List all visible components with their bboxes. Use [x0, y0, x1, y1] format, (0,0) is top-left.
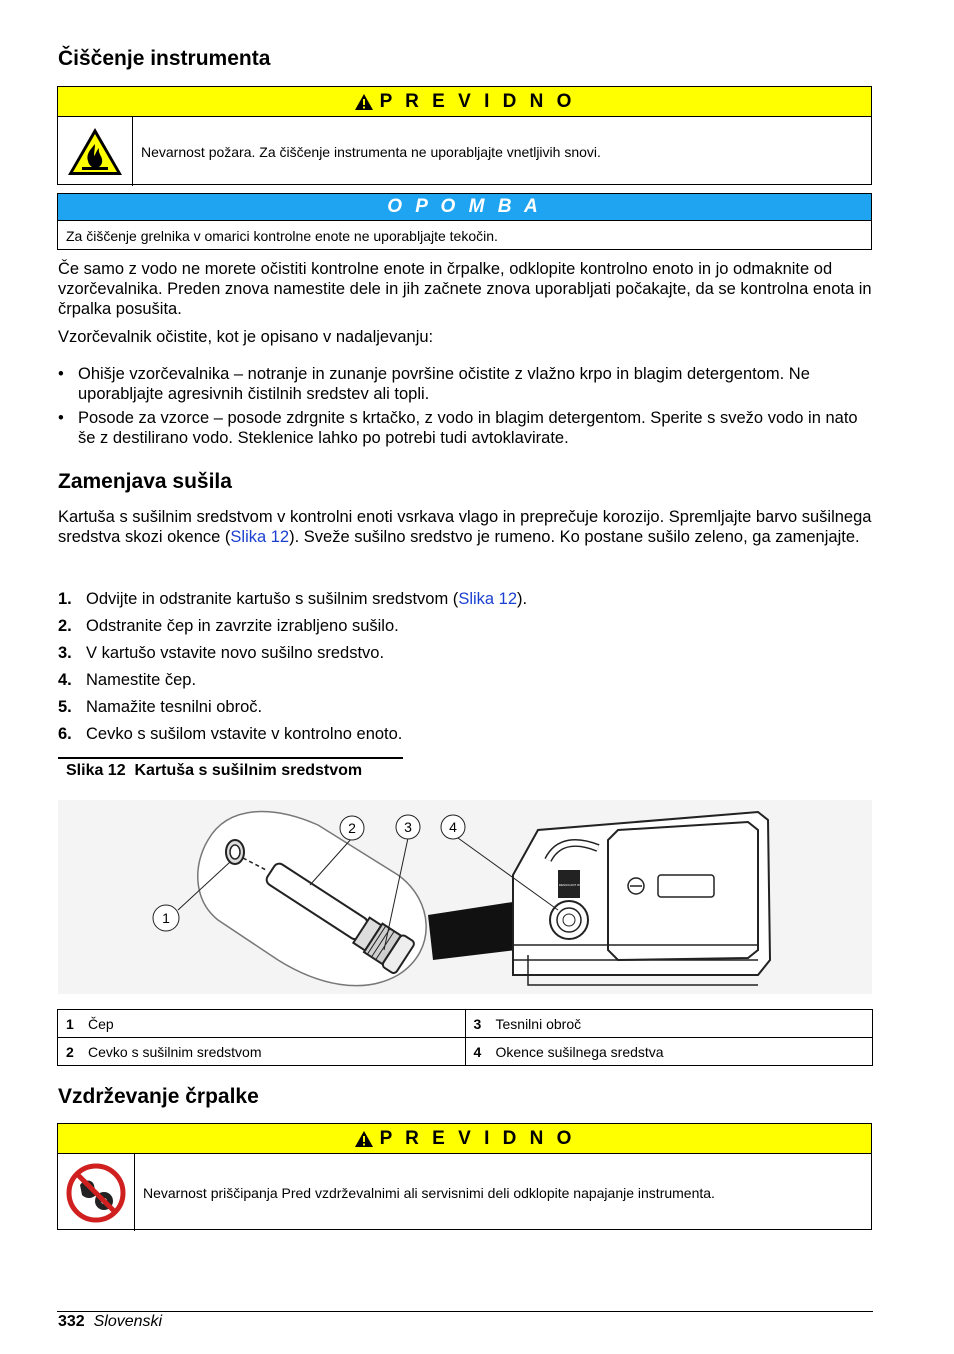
fire-hazard-icon-cell: [58, 117, 133, 186]
caution-box-fire: [57, 86, 872, 185]
list-item: 6. Cevko s sušilom vstavite v kontrolno enoto.: [58, 725, 403, 743]
table-row: 1 Čep 3 Tesnilni obroč: [58, 1010, 873, 1038]
callout-1: [153, 905, 179, 931]
fire-hazard-icon: [66, 126, 124, 178]
desiccant-label: REPLACE DESICCANT WHEN PINK: [544, 883, 594, 887]
caution-box-pinch: [57, 1123, 872, 1230]
note-header-text: O P O M B A: [387, 196, 542, 217]
svg-text:1: 1: [162, 910, 170, 926]
callout-3: [396, 815, 420, 839]
note-message: Za čiščenje grelnika v omarici kontrolne enote ne uporabljajte tekočin.: [66, 227, 498, 244]
pinch-hazard-icon-cell: [58, 1154, 135, 1231]
desiccant-intro: Kartuša s sušilnim sredstvom v kontrolni enoti vsrkava vlago in preprečuje korozijo. Spremljajte barvo sušilnega sredstva skozi okence (Slika 12). Sveže sušilno sredstvo je rumeno. Ko postane sušilo zeleno, ga zamenjajte.: [58, 508, 872, 546]
list-item: 1. Odvijte in odstranite kartušo s sušilnim sredstvom (Slika 12).: [58, 590, 528, 608]
footer-language: Slovenski: [93, 1313, 163, 1330]
caution-header: [58, 87, 871, 117]
svg-text:2: 2: [348, 820, 356, 836]
figure-link[interactable]: Slika 12: [230, 528, 290, 546]
callout-4: [441, 815, 465, 839]
figure-legend-table: [57, 1009, 873, 1066]
caution-header-text: P R E V I D N O: [379, 1127, 576, 1149]
control-unit: [513, 812, 770, 985]
warning-triangle-icon: [354, 93, 374, 111]
page-footer: [58, 1313, 162, 1331]
table-row: 2 Cevko s sušilnim sredstvom 4 Okence sušilnega sredstva: [58, 1038, 873, 1066]
cleaning-paragraph-1: Če samo z vodo ne morete očistiti kontrolne enote in črpalke, odklopite kontrolno enoto in jo odmaknite od vzorčevalnika. Preden znova namestite dele in jih začnete znova uporabljati počakajte, da se kontrolna enota in črpalka posušita.: [58, 260, 872, 318]
pinch-hazard-icon: [66, 1163, 126, 1223]
section-title-pump: Vzdrževanje črpalke: [58, 1085, 259, 1108]
svg-text:3: 3: [404, 819, 412, 835]
list-item: 4. Namestite čep.: [58, 671, 197, 689]
desiccant-figure: [58, 800, 872, 994]
caution-message: Nevarnost požara. Za čiščenje instrumenta ne uporabljajte vnetljivih snovi.: [141, 143, 601, 160]
figure-caption: Slika 12 Kartuša s sušilnim sredstvom: [66, 762, 363, 779]
list-item: 2. Odstranite čep in zavrzite izrabljeno sušilo.: [58, 617, 399, 635]
list-item: • Posode za vzorce – posode zdrgnite s krtačko, z vodo in blagim detergentom. Sperite s svežo vodo in nato še z destilirano vodo. Steklenice lahko po potrebi tudi avtoklavirate.: [58, 409, 858, 447]
list-item: 3. V kartušo vstavite novo sušilno sredstvo.: [58, 644, 385, 662]
desiccant-steps: [58, 589, 527, 751]
cleaning-bullet-list: [58, 364, 874, 452]
section-title-desiccant: Zamenjava sušila: [58, 470, 232, 493]
note-header: [58, 194, 871, 221]
note-box: [57, 193, 872, 250]
cleaning-paragraph-2: Vzorčevalnik očistite, kot je opisano v nadaljevanju:: [58, 328, 434, 346]
page-number: 332: [58, 1313, 85, 1330]
section-title-cleaning: Čiščenje instrumenta: [58, 47, 271, 70]
footer-rule: [57, 1311, 873, 1312]
figure-link[interactable]: Slika 12: [458, 590, 518, 608]
caution-header-text: P R E V I D N O: [379, 90, 576, 112]
list-item: 5. Namažite tesnilni obroč.: [58, 698, 263, 716]
caution-message: Nevarnost priščipanja Pred vzdrževalnimi ali servisnimi deli odklopite napajanje instrumenta.: [143, 1184, 715, 1201]
callout-2: [340, 816, 364, 840]
caution-header: [58, 1124, 871, 1154]
svg-text:4: 4: [449, 819, 457, 835]
list-item: • Ohišje vzorčevalnika – notranje in zunanje površine očistite z vlažno krpo in blagim detergentom. Ne uporabljajte agresivnih čistilnih sredstev ali topli.: [58, 365, 810, 403]
figure-caption-rule: [58, 757, 403, 759]
warning-triangle-icon: [354, 1130, 374, 1148]
